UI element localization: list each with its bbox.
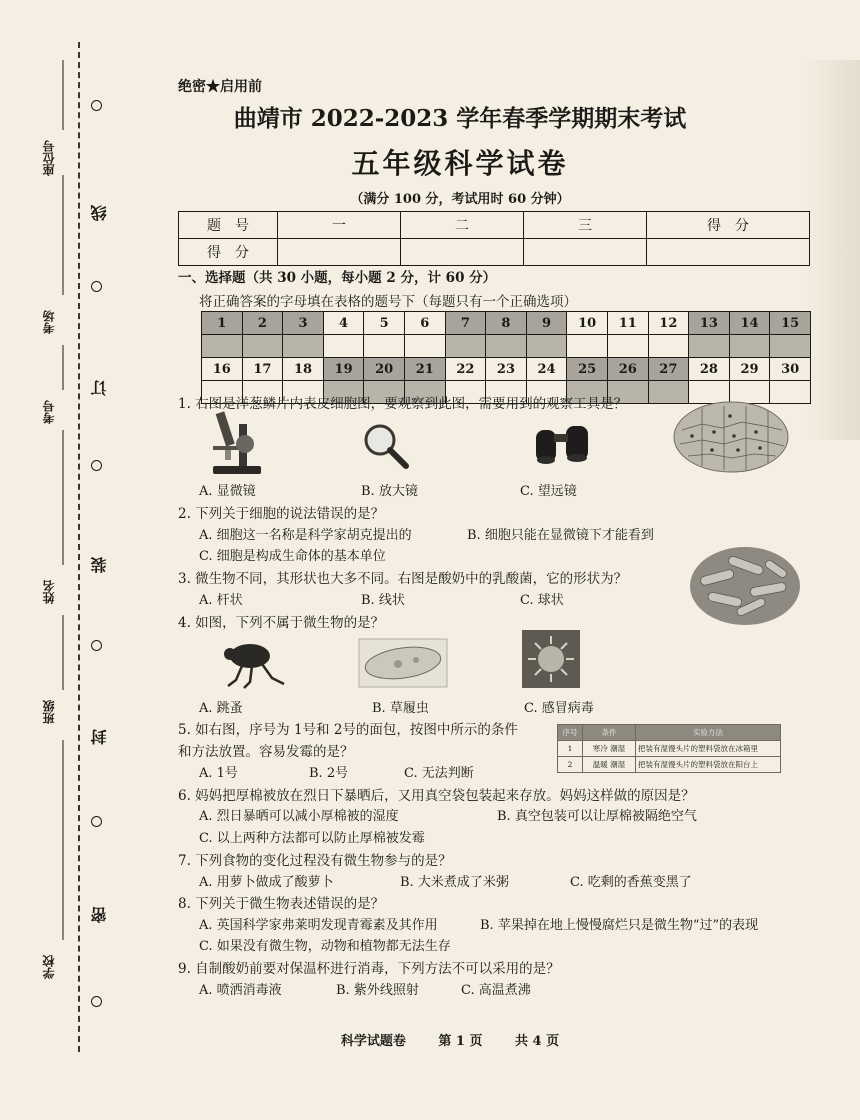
q2-option-b: B. 细胞只能在显微镜下才能看到	[467, 528, 654, 543]
q3-option-c: C. 球状	[520, 593, 564, 608]
score-header-cell: 得 分	[647, 212, 810, 239]
q4-option-a: A. 跳蚤	[199, 701, 243, 716]
bread-table-cell: 温暖 潮湿	[583, 757, 636, 773]
paramecium-image	[358, 638, 448, 688]
q1-option-a: A. 显微镜	[199, 484, 256, 499]
question-8-stem: 8. 下列关于微生物表述错误的是？	[178, 896, 385, 912]
q8-option-a: A. 英国科学家弗莱明发现青霉素及其作用	[199, 918, 438, 933]
section-instruction: 将正确答案的字母填在表格的题号下（每题只有一个正确选项）	[199, 294, 577, 310]
confidential-mark: 绝密★启用前	[178, 79, 262, 95]
binding-hole-icon	[91, 816, 102, 827]
answer-number: 12	[648, 312, 689, 335]
q1-option-b: B. 放大镜	[361, 484, 418, 499]
q4-option-b: B. 草履虫	[372, 701, 429, 716]
answer-cell[interactable]	[689, 335, 730, 358]
name-label: 姓名	[42, 580, 56, 604]
score-row-label: 得 分	[179, 239, 278, 266]
answer-number: 16	[202, 358, 243, 381]
answer-number: 30	[770, 358, 811, 381]
answer-cell[interactable]	[242, 335, 283, 358]
binding-hole-icon	[91, 460, 102, 471]
answer-number: 13	[689, 312, 730, 335]
binoculars-icon	[530, 416, 594, 468]
answer-number: 6	[404, 312, 445, 335]
score-cell[interactable]	[524, 239, 647, 266]
seal-word-line: 线	[90, 205, 109, 221]
answer-cell[interactable]	[283, 335, 324, 358]
score-cell[interactable]	[647, 239, 810, 266]
score-table	[178, 211, 810, 266]
seal-word-install: 装	[90, 557, 109, 573]
q6-option-c: C. 以上两种方法都可以防止厚棉被发霉	[199, 831, 425, 846]
answer-cell[interactable]	[486, 335, 527, 358]
answer-number: 24	[526, 358, 567, 381]
bread-table-cell: 寒冷 潮湿	[583, 741, 636, 757]
exam-room-label: 考场	[42, 310, 56, 334]
answer-number: 17	[242, 358, 283, 381]
answer-number: 22	[445, 358, 486, 381]
binding-hole-icon	[91, 996, 102, 1007]
q9-option-a: A. 喷洒消毒液	[199, 983, 282, 998]
bread-table-cell: 1	[558, 741, 583, 757]
question-5-stem-line2: 和方法放置。容易发霉的是？	[178, 744, 354, 760]
score-header-cell: 三	[524, 212, 647, 239]
answer-number: 10	[567, 312, 608, 335]
answer-cell[interactable]	[364, 335, 405, 358]
bread-table-header: 序号	[558, 725, 583, 741]
exam-number-label: 考号	[42, 400, 56, 424]
section-heading: 一、选择题（共 30 小题，每小题 2 分，计 60 分）	[178, 270, 497, 286]
page-footer	[0, 1030, 860, 1049]
exam-subtitle: （满分 100 分，考试用时 60 分钟）	[350, 192, 570, 207]
score-header-cell: 题 号	[179, 212, 278, 239]
answer-number: 14	[729, 312, 770, 335]
answer-number: 2	[242, 312, 283, 335]
answer-number: 20	[364, 358, 405, 381]
virus-image	[522, 630, 580, 688]
bread-table-cell: 把装有湿馒头片的塑料袋放在冰箱里	[636, 741, 781, 757]
binding-hole-icon	[91, 640, 102, 651]
footer-total: 共 4 页	[515, 1034, 560, 1049]
answer-cell[interactable]	[648, 335, 689, 358]
bread-experiment-table	[557, 724, 781, 773]
answer-number: 3	[283, 312, 324, 335]
bread-table-header: 条件	[583, 725, 636, 741]
seal-word-secret: 密	[90, 907, 109, 923]
question-7-stem: 7. 下列食物的变化过程没有微生物参与的是？	[178, 853, 452, 869]
answer-cell[interactable]	[567, 335, 608, 358]
answer-cell[interactable]	[445, 335, 486, 358]
magnifier-icon	[360, 420, 410, 472]
question-9-stem: 9. 自制酸奶前要对保温杯进行消毒，下列方法不可以采用的是？	[178, 961, 560, 977]
q2-option-a: A. 细胞这一名称是科学家胡克提出的	[199, 528, 412, 543]
score-header-cell: 一	[278, 212, 401, 239]
question-3-stem: 3. 微生物不同，其形状也大多不同。右图是酸奶中的乳酸菌，它的形状为？	[178, 571, 628, 587]
answer-number: 19	[323, 358, 364, 381]
seal-word-seal: 封	[90, 729, 109, 745]
bread-table-cell: 把装有湿馒头片的塑料袋放在阳台上	[636, 757, 781, 773]
answer-cell[interactable]	[729, 335, 770, 358]
school-label: 学校	[42, 955, 56, 979]
q5-option-b: B. 2号	[309, 766, 349, 781]
seal-word-bind: 订	[90, 380, 109, 396]
answer-cell[interactable]	[607, 335, 648, 358]
score-header-cell: 二	[401, 212, 524, 239]
answer-number: 9	[526, 312, 567, 335]
answer-number: 28	[689, 358, 730, 381]
answer-number: 8	[486, 312, 527, 335]
answer-cell[interactable]	[404, 335, 445, 358]
score-cell[interactable]	[401, 239, 524, 266]
answer-number: 11	[607, 312, 648, 335]
q5-option-c: C. 无法判断	[404, 766, 474, 781]
flea-icon	[218, 634, 290, 690]
question-4-stem: 4. 如图，下列不属于微生物的是？	[178, 615, 385, 631]
question-6-stem: 6. 妈妈把厚棉被放在烈日下暴晒后，又用真空袋包装起来存放。妈妈这样做的原因是？	[178, 788, 695, 804]
answer-number: 18	[283, 358, 324, 381]
answer-cell[interactable]	[770, 335, 811, 358]
question-5-stem-line1: 5. 如右图，序号为 1号和 2号的面包，按图中所示的条件	[178, 722, 518, 738]
q9-option-b: B. 紫外线照射	[336, 983, 419, 998]
score-cell[interactable]	[278, 239, 401, 266]
q3-option-a: A. 杆状	[199, 593, 243, 608]
answer-number: 26	[607, 358, 648, 381]
bread-table-cell: 2	[558, 757, 583, 773]
question-2-stem: 2. 下列关于细胞的说法错误的是？	[178, 506, 385, 522]
answer-number: 25	[567, 358, 608, 381]
answer-cell[interactable]	[202, 335, 243, 358]
microscope-icon	[205, 410, 271, 476]
answer-number: 15	[770, 312, 811, 335]
answer-number: 5	[364, 312, 405, 335]
seat-number-label: 座位号	[42, 140, 56, 176]
answer-number: 23	[486, 358, 527, 381]
q6-option-b: B. 真空包装可以让厚棉被隔绝空气	[497, 809, 697, 824]
q2-option-c: C. 细胞是构成生命体的基本单位	[199, 549, 386, 564]
answer-number: 1	[202, 312, 243, 335]
answer-table	[201, 311, 811, 404]
answer-number: 7	[445, 312, 486, 335]
q7-option-b: B. 大米煮成了米粥	[400, 875, 509, 890]
q1-option-c: C. 望远镜	[520, 484, 577, 499]
footer-page: 第 1 页	[438, 1034, 483, 1049]
footer-subject: 科学试题卷	[340, 1034, 406, 1049]
answer-number: 29	[729, 358, 770, 381]
q7-option-a: A. 用萝卜做成了酸萝卜	[199, 875, 334, 890]
onion-cells-image	[672, 400, 790, 474]
q3-option-b: B. 线状	[361, 593, 405, 608]
q8-option-c: C. 如果没有微生物，动物和植物都无法生存	[199, 939, 451, 954]
binding-hole-icon	[91, 281, 102, 292]
lactobacillus-image	[688, 545, 802, 627]
bread-table-header: 实验方法	[636, 725, 781, 741]
q7-option-c: C. 吃剩的香蕉变黑了	[570, 875, 692, 890]
answer-number: 4	[323, 312, 364, 335]
q8-option-b: B. 苹果掉在地上慢慢腐烂只是微生物“过”的表现	[480, 918, 759, 933]
question-1-stem: 1. 右图是洋葱鳞片内表皮细胞图，要观察到此图，需要用到的观察工具是？	[178, 396, 628, 412]
q9-option-c: C. 高温煮沸	[461, 983, 531, 998]
exam-subject: 五年级科学试卷	[351, 147, 569, 180]
q5-option-a: A. 1号	[199, 766, 238, 781]
answer-cell[interactable]	[323, 335, 364, 358]
class-label: 班级	[42, 700, 56, 724]
exam-title: 曲靖市 2022-2023 学年春季学期期末考试	[233, 105, 687, 132]
answer-number: 21	[404, 358, 445, 381]
q6-option-a: A. 烈日暴晒可以减小厚棉被的湿度	[199, 809, 399, 824]
answer-number: 27	[648, 358, 689, 381]
answer-cell[interactable]	[526, 335, 567, 358]
q4-option-c: C. 感冒病毒	[524, 701, 594, 716]
